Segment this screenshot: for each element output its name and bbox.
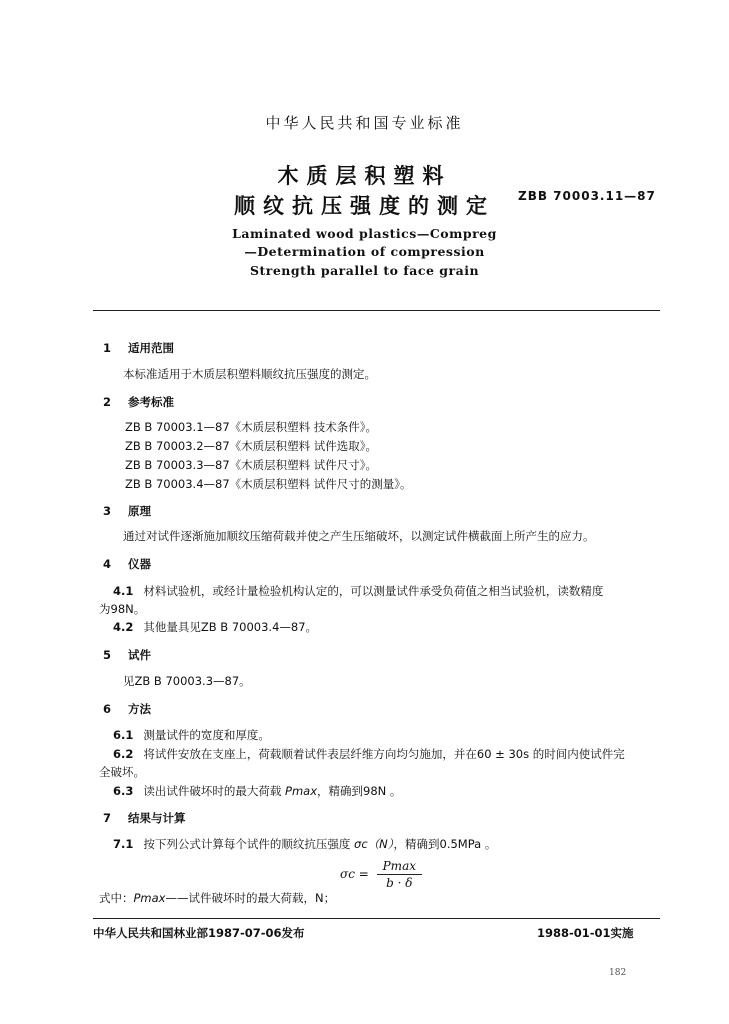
reference-item: ZB B 70003.1—87《木质层积塑料 技术条件》。 xyxy=(125,420,378,434)
clause-6-3: 6.3 读出试件破坏时的最大荷载 Pmax，精确到98N 。 xyxy=(113,784,402,798)
reference-item: ZB B 70003.4—87《木质层积塑料 试件尺寸的测量》。 xyxy=(125,477,412,491)
section-6-heading: 6 方法 xyxy=(103,702,151,716)
section-4-heading: 4 仪器 xyxy=(103,557,151,571)
title-en-line-2: —Determination of compression xyxy=(244,244,485,259)
clause-4-1-continued: 为98N。 xyxy=(99,602,146,616)
clause-4-2: 4.2 其他量具见ZB B 70003.4—87。 xyxy=(113,620,318,634)
standard-header: 中华人民共和国专业标准 xyxy=(265,114,464,132)
title-en-line-1: Laminated wood plastics—Compreg xyxy=(232,226,497,241)
issue-date: 中华人民共和国林业部1987-07-06发布 xyxy=(93,926,305,940)
where-line: 式中：Pmax——试件破坏时的最大荷载，N； xyxy=(99,891,336,905)
effective-date: 1988-01-01实施 xyxy=(537,926,634,940)
standard-code: ZBB 70003.11—87 xyxy=(518,189,656,203)
bottom-divider xyxy=(93,918,660,919)
clause-4-1: 4.1 材料试验机，或经计量检验机构认定的，可以测量试件承受负荷值之相当试验机，读数精度 xyxy=(113,584,604,598)
top-divider xyxy=(93,310,660,311)
formula-denominator: b · δ xyxy=(386,876,413,890)
title-cn-line-2: 顺纹抗压强度的测定 xyxy=(234,194,495,218)
section-2-heading: 2 参考标准 xyxy=(103,395,174,409)
title-cn-line-1: 木质层积塑料 xyxy=(277,164,452,188)
clause-7-1: 7.1 按下列公式计算每个试件的顺纹抗压强度 σc（N），精确到0.5MPa 。 xyxy=(113,837,497,851)
clause-6-2: 6.2 将试件安放在支座上，荷载顺着试件表层纤维方向均匀施加，并在60 ± 30s 的时间内使试件完 xyxy=(113,747,625,761)
formula-lhs: σc = xyxy=(340,867,369,881)
formula-numerator: Pmax xyxy=(377,858,422,875)
section-5-heading: 5 试件 xyxy=(103,648,151,662)
formula xyxy=(340,858,422,891)
title-en-line-3: Strength parallel to face grain xyxy=(249,263,480,278)
section-1-heading: 1 适用范围 xyxy=(103,341,174,355)
reference-item: ZB B 70003.3—87《木质层积塑料 试件尺寸》。 xyxy=(125,458,378,472)
clause-6-1: 6.1 测量试件的宽度和厚度。 xyxy=(113,728,270,742)
reference-item: ZB B 70003.2—87《木质层积塑料 试件选取》。 xyxy=(125,439,378,453)
formula-fraction xyxy=(377,858,422,891)
section-1-text: 本标准适用于木质层积塑料顺纹抗压强度的测定。 xyxy=(123,367,376,381)
section-3-heading: 3 原理 xyxy=(103,504,151,518)
clause-6-2-continued: 全破坏。 xyxy=(99,765,145,779)
section-5-text: 见ZB B 70003.3—87。 xyxy=(123,674,251,688)
section-3-text: 通过对试件逐渐施加顺纹压缩荷载并使之产生压缩破坏，以测定试件横截面上所产生的应力。 xyxy=(123,529,595,543)
section-7-heading: 7 结果与计算 xyxy=(103,811,186,825)
page-number: 182 xyxy=(609,968,627,978)
